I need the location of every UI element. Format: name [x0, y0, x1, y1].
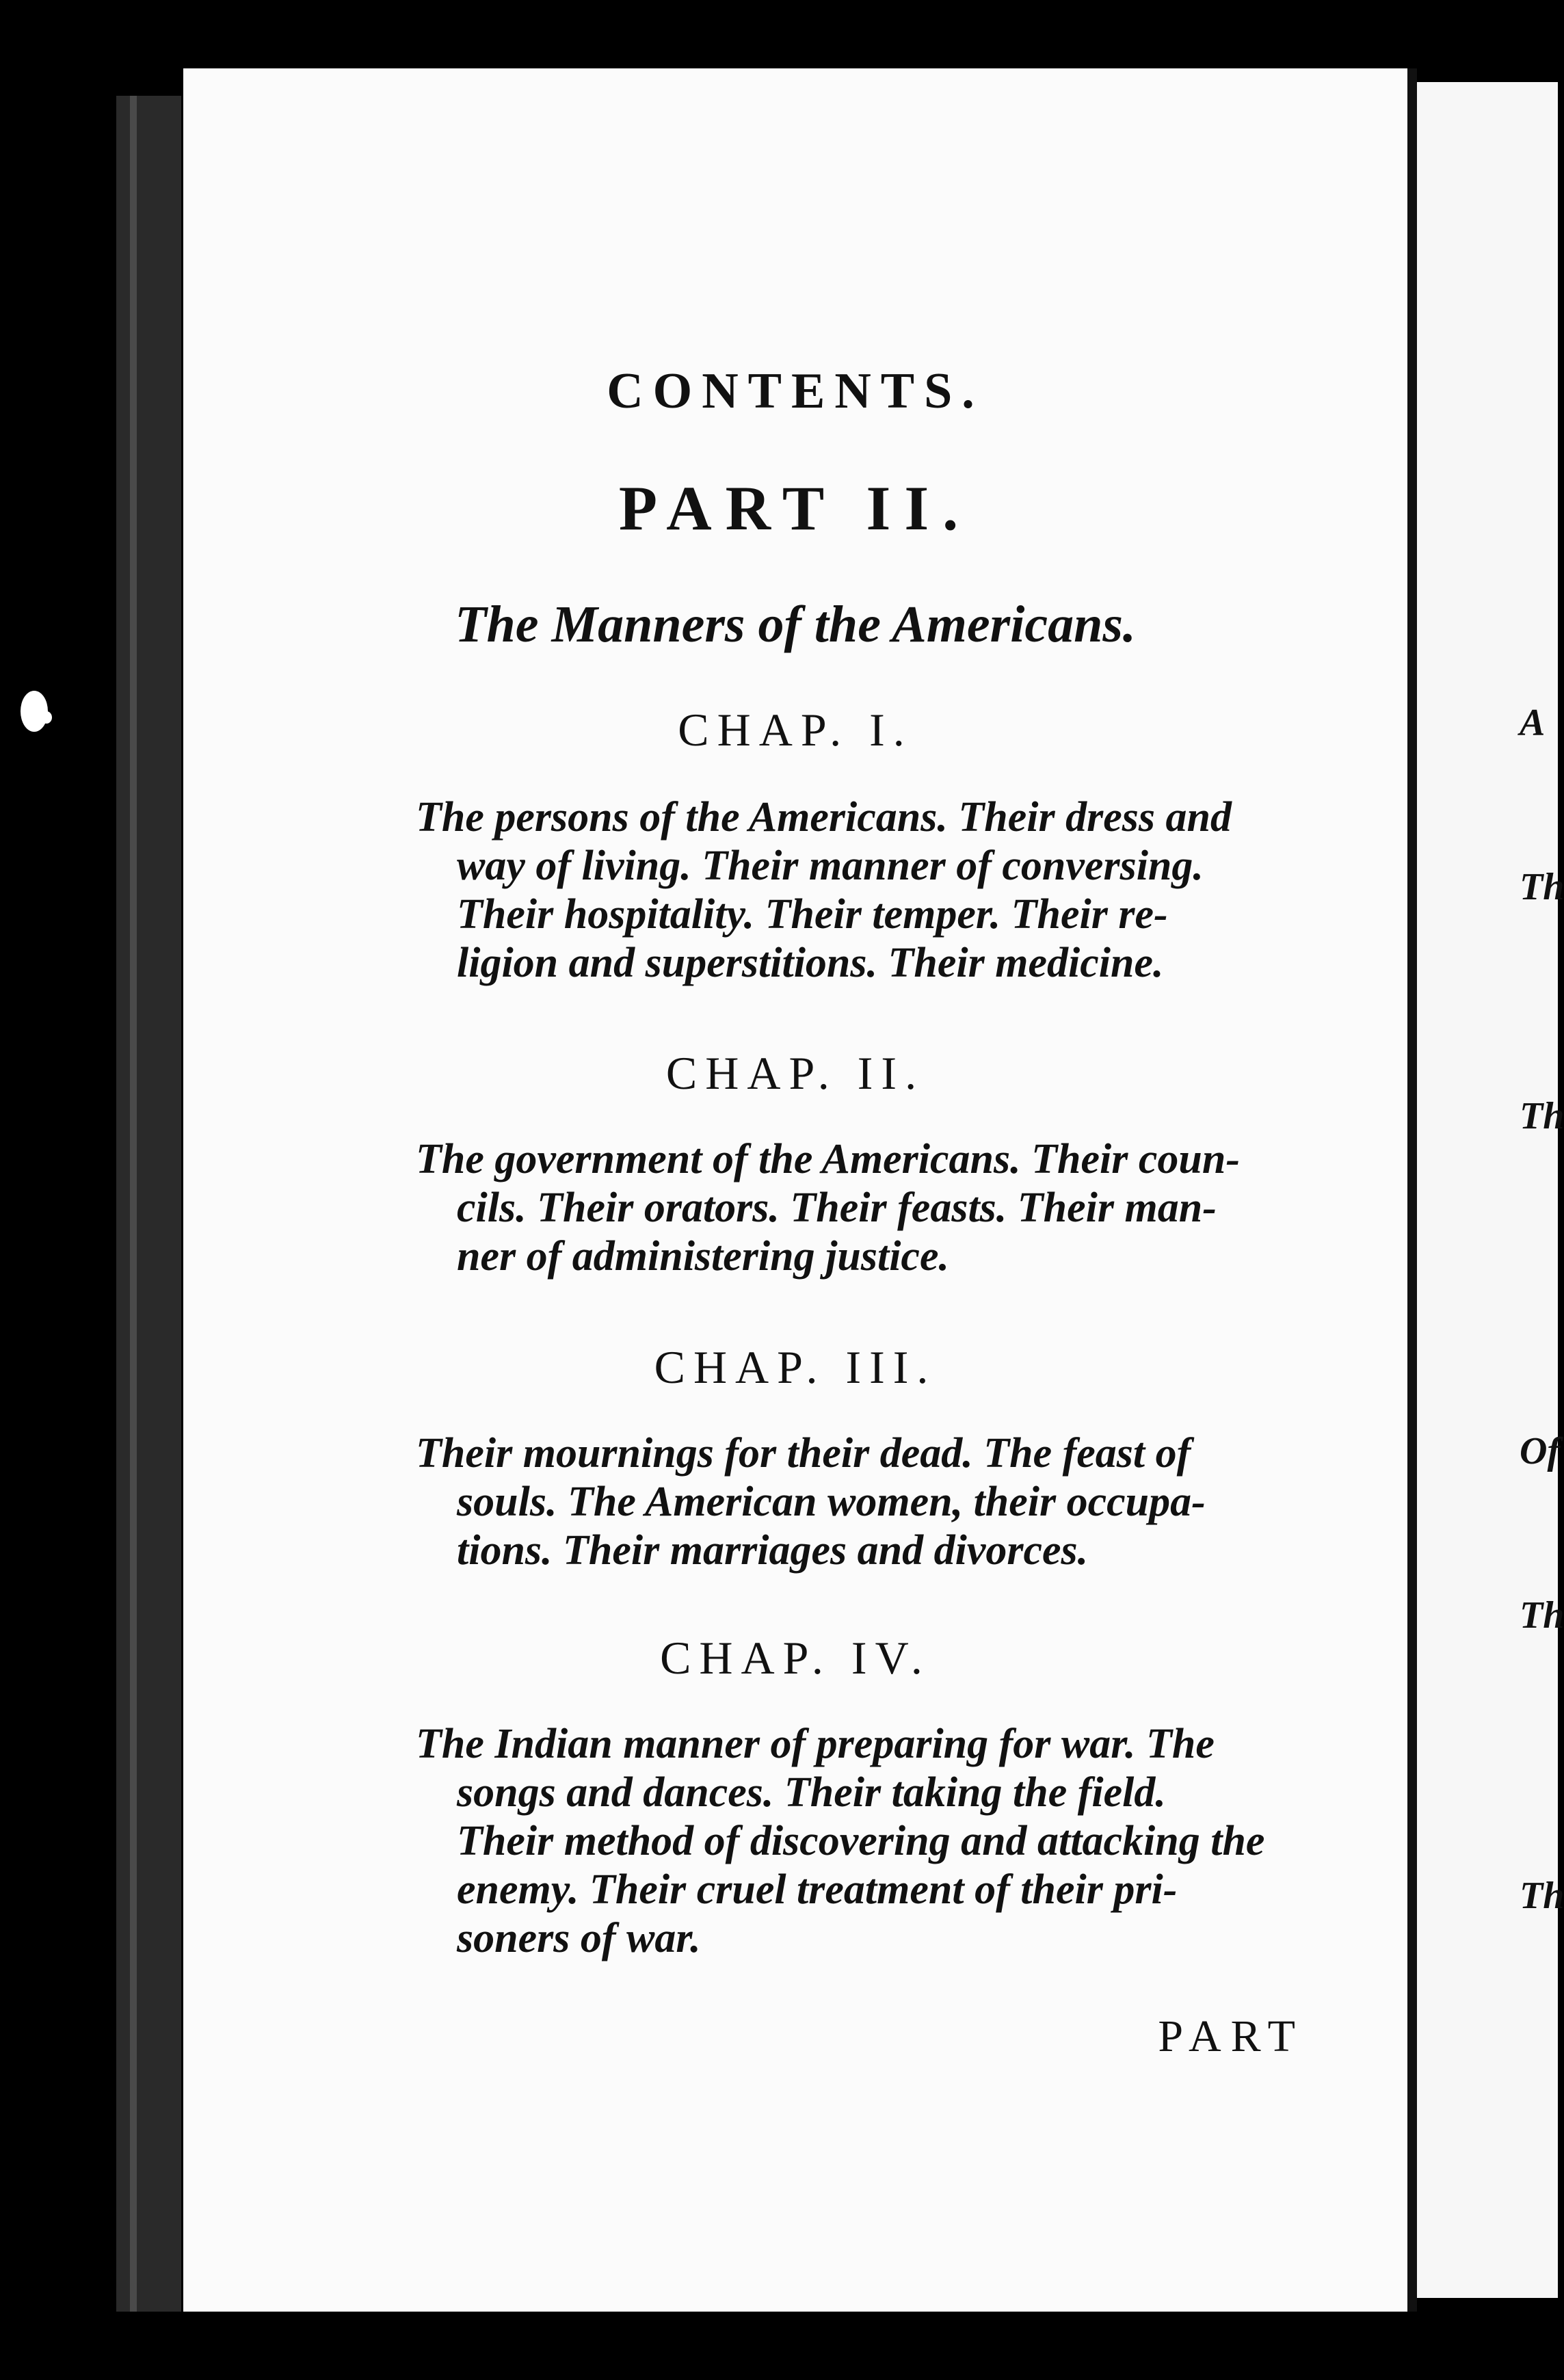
summary-line: The persons of the Americans. Their dress and	[416, 794, 1232, 841]
chapter-summary	[416, 793, 1517, 988]
scan-speck	[41, 711, 52, 724]
summary-line-text: ner of administering justice.	[457, 1233, 949, 1280]
chapter-heading: CHAP. IV.	[660, 1632, 931, 1684]
summary-line: Their mournings for their dead. The feast of	[416, 1430, 1191, 1477]
summary-line: The Indian manner of preparing for war. The	[416, 1721, 1215, 1767]
facing-page-fragment: A	[1520, 702, 1546, 744]
summary-line: songs and dances. Their taking the field.	[457, 1769, 1166, 1816]
summary-line: The government of the Americans. Their coun-	[416, 1136, 1240, 1182]
chapter-summary	[416, 1429, 1517, 1575]
summary-line: enemy. Their cruel treatment of their pri-	[457, 1866, 1178, 1913]
facing-page-fragment: Th	[1520, 1875, 1564, 1917]
facing-page-fragment: Th	[1520, 866, 1564, 908]
contents-heading: CONTENTS.	[607, 363, 984, 419]
chapter-heading: CHAP. II.	[665, 1047, 925, 1099]
summary-line: Their hospitality. Their temper. Their re-	[457, 891, 1168, 938]
summary-line: cils. Their orators. Their feasts. Their man-	[457, 1185, 1217, 1231]
facing-page-fragment: Th	[1520, 1594, 1564, 1637]
part-subtitle: The Manners of the Americans.	[455, 596, 1136, 653]
part-heading: PART II.	[618, 473, 972, 543]
left-page-edge	[130, 96, 137, 2312]
summary-line-last	[416, 1526, 1517, 1575]
summary-line-text: ligion and superstitions. Their medicine.	[457, 940, 1164, 986]
summary-line-last	[416, 1914, 1517, 1963]
contents-page	[183, 68, 1407, 2312]
facing-page-fragment: Of	[1520, 1430, 1561, 1472]
summary-line: way of living. Their manner of conversing.	[457, 843, 1204, 889]
facing-page-edge	[1417, 82, 1564, 2298]
chapter-heading: CHAP. I.	[678, 704, 913, 756]
summary-line-text: tions. Their marriages and divorces.	[457, 1527, 1089, 1574]
chapter-summary	[416, 1135, 1517, 1281]
left-binding	[116, 96, 181, 2312]
summary-line: Their method of discovering and attacking the	[457, 1818, 1265, 1864]
summary-line-last	[416, 1232, 1517, 1281]
book-gutter	[1407, 68, 1417, 2312]
chapter-heading: CHAP. III.	[654, 1341, 937, 1393]
summary-line-last	[416, 939, 1517, 988]
summary-line-text: soners of war.	[457, 1915, 701, 1961]
catchword: PART	[1158, 2011, 1305, 2061]
chapter-summary	[416, 1720, 1517, 1963]
facing-page-fragment: Th	[1520, 1095, 1564, 1137]
summary-line: souls. The American women, their occupa-	[457, 1479, 1206, 1525]
